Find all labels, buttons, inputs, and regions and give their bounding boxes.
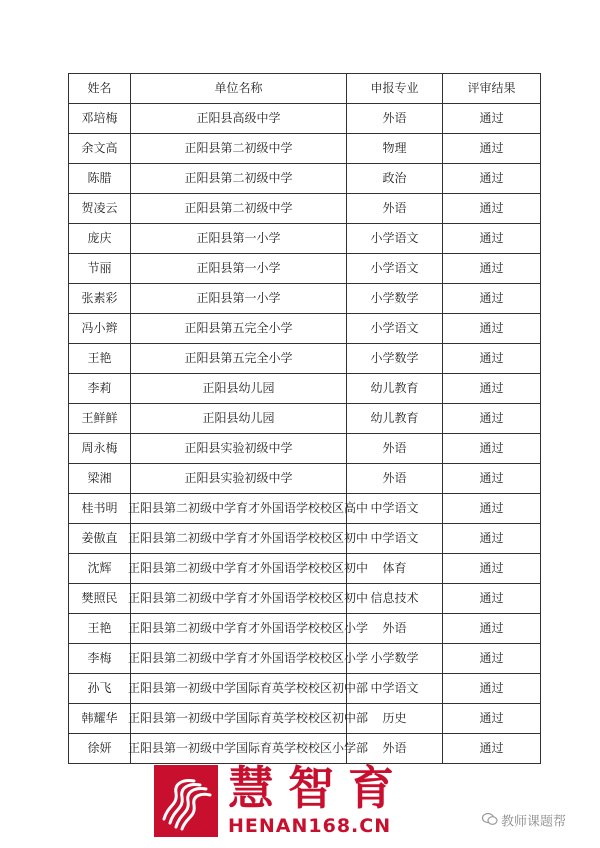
unit-text: 正阳县第二初级中学育才外国语学校校区小学 <box>128 651 369 665</box>
cell-result: 通过 <box>443 524 541 554</box>
footer-logo <box>154 761 449 837</box>
cell-name: 冯小辫 <box>69 314 131 344</box>
cell-result: 通过 <box>443 734 541 764</box>
cell-major: 外语 <box>347 734 443 764</box>
unit-text: 正阳县第二初级中学育才外国语学校校区初中 <box>128 561 369 575</box>
cell-result: 通过 <box>443 254 541 284</box>
cell-unit <box>131 194 347 224</box>
cell-result: 通过 <box>443 194 541 224</box>
table-row <box>69 134 541 164</box>
table-row <box>69 494 541 524</box>
cell-unit <box>131 464 347 494</box>
cell-name: 徐妍 <box>69 734 131 764</box>
header-result: 评审结果 <box>443 74 541 104</box>
brand-logo-icon <box>154 765 218 837</box>
wechat-icon <box>482 812 498 832</box>
cell-result: 通过 <box>443 554 541 584</box>
table-row <box>69 644 541 674</box>
cell-result: 通过 <box>443 644 541 674</box>
cell-name: 陈腊 <box>69 164 131 194</box>
table-row <box>69 734 541 764</box>
cell-unit <box>128 704 369 734</box>
table-row <box>69 164 541 194</box>
cell-result: 通过 <box>443 614 541 644</box>
cell-unit <box>128 494 369 524</box>
cell-major: 中学语文 <box>347 674 443 704</box>
header-name: 姓名 <box>69 74 131 104</box>
cell-name: 李梅 <box>69 644 131 674</box>
cell-unit <box>128 674 369 704</box>
cell-result: 通过 <box>443 584 541 614</box>
cell-major: 小学数学 <box>347 344 443 374</box>
unit-text: 正阳县第五完全小学 <box>184 321 293 335</box>
cell-major: 外语 <box>347 614 443 644</box>
cell-major: 政治 <box>347 164 443 194</box>
unit-text: 正阳县第二初级中学 <box>184 171 293 185</box>
cell-unit <box>131 284 347 314</box>
table-row <box>69 194 541 224</box>
table-row <box>69 224 541 254</box>
cell-name: 周永梅 <box>69 434 131 464</box>
unit-text: 正阳县幼儿园 <box>202 381 275 395</box>
cell-name: 王鲜鲜 <box>69 404 131 434</box>
cell-major: 中学语文 <box>347 524 443 554</box>
cell-name: 姜傲直 <box>69 524 131 554</box>
cell-major: 幼儿教育 <box>347 374 443 404</box>
cell-name: 张素彩 <box>69 284 131 314</box>
cell-name: 贺凌云 <box>69 194 131 224</box>
cell-name: 韩耀华 <box>69 704 131 734</box>
unit-text: 正阳县第二初级中学育才外国语学校校区小学 <box>128 621 369 635</box>
table-row <box>69 314 541 344</box>
table-row <box>69 284 541 314</box>
cell-result: 通过 <box>443 404 541 434</box>
unit-text: 正阳县第五完全小学 <box>184 351 293 365</box>
cell-unit <box>131 374 347 404</box>
cell-name: 沈辉 <box>69 554 131 584</box>
table-row <box>69 374 541 404</box>
cell-major: 幼儿教育 <box>347 404 443 434</box>
cell-name: 邓培梅 <box>69 104 131 134</box>
cell-unit <box>131 134 347 164</box>
cell-name: 樊照民 <box>69 584 131 614</box>
unit-text: 正阳县实验初级中学 <box>184 471 293 485</box>
cell-name: 桂书明 <box>69 494 131 524</box>
table-row <box>69 104 541 134</box>
cell-major: 小学语文 <box>347 224 443 254</box>
table-row <box>69 554 541 584</box>
cell-unit <box>128 584 369 614</box>
cell-result: 通过 <box>443 284 541 314</box>
unit-text: 正阳县第一初级中学国际育英学校校区初中部 <box>128 681 369 695</box>
cell-result: 通过 <box>443 704 541 734</box>
cell-unit <box>128 554 369 584</box>
cell-result: 通过 <box>443 314 541 344</box>
cell-major: 外语 <box>347 434 443 464</box>
table-row <box>69 584 541 614</box>
cell-major: 物理 <box>347 134 443 164</box>
cell-result: 通过 <box>443 104 541 134</box>
cell-major: 小学数学 <box>347 644 443 674</box>
cell-unit <box>128 614 369 644</box>
cell-unit <box>131 224 347 254</box>
unit-text: 正阳县第二初级中学育才外国语学校校区初中 <box>128 591 369 605</box>
cell-major: 外语 <box>347 104 443 134</box>
header-unit: 单位名称 <box>131 74 347 104</box>
header-major: 申报专业 <box>347 74 443 104</box>
cell-name: 王艳 <box>69 614 131 644</box>
cell-name: 余文高 <box>69 134 131 164</box>
cell-unit <box>131 254 347 284</box>
cell-major: 中学语文 <box>347 494 443 524</box>
cell-unit <box>128 734 369 764</box>
cell-unit <box>128 524 369 554</box>
cell-major: 小学语文 <box>347 254 443 284</box>
table-row <box>69 524 541 554</box>
table-row <box>69 434 541 464</box>
cell-result: 通过 <box>443 494 541 524</box>
unit-text: 正阳县高级中学 <box>196 111 281 125</box>
cell-unit <box>131 404 347 434</box>
unit-text: 正阳县实验初级中学 <box>184 441 293 455</box>
cell-result: 通过 <box>443 464 541 494</box>
cell-major: 外语 <box>347 194 443 224</box>
unit-text: 正阳县第二初级中学育才外国语学校校区高中 <box>128 501 369 515</box>
cell-unit <box>128 644 369 674</box>
cell-name: 孙飞 <box>69 674 131 704</box>
unit-text: 正阳县幼儿园 <box>202 411 275 425</box>
table-row <box>69 254 541 284</box>
unit-text: 正阳县第二初级中学育才外国语学校校区初中 <box>128 531 369 545</box>
cell-name: 王艳 <box>69 344 131 374</box>
cell-result: 通过 <box>443 164 541 194</box>
cell-name: 李莉 <box>69 374 131 404</box>
unit-text: 正阳县第二初级中学 <box>184 141 293 155</box>
review-results-table <box>68 73 541 764</box>
cell-major: 体育 <box>347 554 443 584</box>
cell-result: 通过 <box>443 224 541 254</box>
wechat-watermark <box>482 812 566 832</box>
cell-name: 节丽 <box>69 254 131 284</box>
cell-name: 梁湘 <box>69 464 131 494</box>
watermark-text: 教师课题帮 <box>501 814 567 830</box>
table-row <box>69 674 541 704</box>
cell-result: 通过 <box>443 674 541 704</box>
unit-text: 正阳县第二初级中学 <box>184 201 293 215</box>
table-header-row <box>69 74 541 104</box>
table-row <box>69 704 541 734</box>
table-row <box>69 344 541 374</box>
unit-text: 正阳县第一小学 <box>196 291 281 305</box>
cell-major: 信息技术 <box>347 584 443 614</box>
unit-text: 正阳县第一小学 <box>196 231 281 245</box>
cell-major: 小学数学 <box>347 284 443 314</box>
table-row <box>69 464 541 494</box>
unit-text: 正阳县第一初级中学国际育英学校校区初中部 <box>128 711 369 725</box>
brand-domain: HENAN168.CN <box>228 815 392 837</box>
cell-unit <box>131 164 347 194</box>
cell-unit <box>131 104 347 134</box>
cell-result: 通过 <box>443 434 541 464</box>
cell-unit <box>131 344 347 374</box>
cell-name: 庞庆 <box>69 224 131 254</box>
cell-result: 通过 <box>443 374 541 404</box>
table-row <box>69 614 541 644</box>
cell-major: 小学语文 <box>347 314 443 344</box>
unit-text: 正阳县第一小学 <box>196 261 281 275</box>
unit-text: 正阳县第一初级中学国际育英学校校区小学部 <box>128 741 369 755</box>
cell-unit <box>131 314 347 344</box>
cell-result: 通过 <box>443 134 541 164</box>
cell-major: 外语 <box>347 464 443 494</box>
brand-name: 慧智育 <box>228 761 408 815</box>
table-row <box>69 404 541 434</box>
cell-unit <box>131 434 347 464</box>
cell-major: 历史 <box>347 704 443 734</box>
cell-result: 通过 <box>443 344 541 374</box>
